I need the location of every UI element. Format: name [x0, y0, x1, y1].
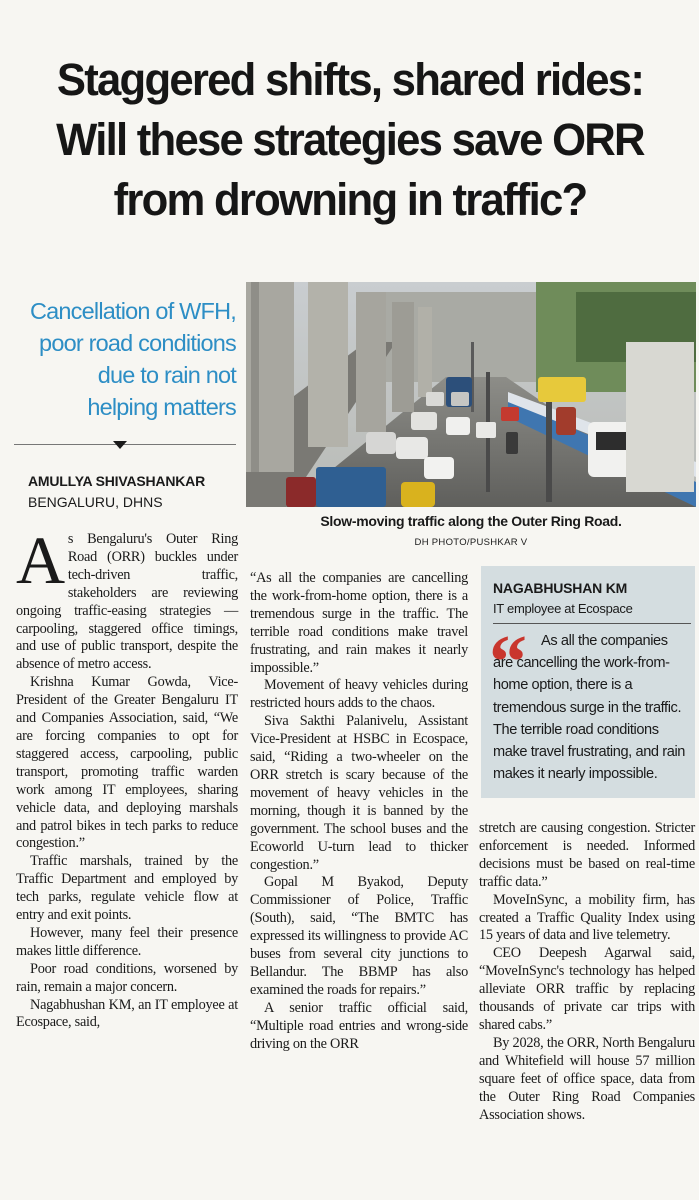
article-column-2	[250, 570, 468, 1053]
headline-line-2: Will these strategies save ORR	[56, 114, 644, 165]
article-paragraph: As Bengaluru's Outer Ring Road (ORR) buckles under tech-driven traffic, stakeholders are reviewing ongoing traffic-easing strategies — carpooling, staggered office timings, and use of public transport, despite the absence of metro access.	[16, 522, 238, 673]
article-paragraph: Nagabhushan KM, an IT employee at Ecospace, said,	[16, 996, 238, 1031]
drop-cap: A	[16, 522, 65, 598]
headline	[18, 50, 681, 230]
article-paragraph: “As all the companies are cancelling the work-from-home option, there is a tremendous surge in the traffic. The terrible road conditions make travel frustrating, and rain makes it nearly impossible.”	[250, 570, 468, 676]
article-paragraph: Gopal M Byakod, Deputy Commissioner of Police, Traffic (South), said, “The BMTC has expressed its willingness to provide AC buses from several city junctions to Bellandur. The BBMP has also examined the roads for repairs.”	[250, 874, 468, 998]
quote-speaker-name: NAGABHUSHAN KM	[493, 580, 628, 596]
article-paragraph: MoveInSync, a mobility firm, has created a Traffic Quality Index using 15 years of data and live telemetry.	[479, 891, 695, 944]
article-column-1	[16, 522, 238, 1032]
photo-credit: DH PHOTO/PUSHKAR V	[414, 537, 528, 548]
photo-caption: Slow-moving traffic along the Outer Ring Road.	[320, 513, 622, 529]
kicker-line-4: helping matters	[87, 394, 236, 420]
byline-place: BENGALURU, DHNS	[28, 494, 163, 510]
pull-quote-box	[481, 566, 695, 798]
kicker-line-1: Cancellation of WFH,	[29, 298, 236, 324]
article-column-3	[479, 820, 695, 1124]
article-paragraph: However, many feel their presence makes little difference.	[16, 924, 238, 959]
article-paragraph: Siva Sakthi Palanivelu, Assistant Vice-President at HSBC in Ecospace, said, “Riding a two-wheeler on the ORR stretch is scary because of the movement of heavy vehicles in the morning, though it is banned by the government. The school buses and the Ecoworld U-turn lead to thicker congestion.”	[250, 713, 468, 873]
article-paragraph: Traffic marshals, trained by the Traffic Department and employed by tech parks, regulate vehicle flow at entry and exit points.	[16, 853, 238, 924]
article-paragraph: CEO Deepesh Agarwal said, “MoveInSync's technology has helped alleviate ORR traffic by replacing thousands of private car trips with shared cabs.”	[479, 945, 695, 1033]
traffic-photo	[246, 282, 696, 507]
pull-quote-text: As all the companies are cancelling the work-from-home option, there is a tremendous surge in the traffic. The terrible road conditions make travel frustrating, and rain makes it nearly impossible.	[493, 633, 686, 783]
article-paragraph: By 2028, the ORR, North Bengaluru and Whitefield will house 57 million square feet of office space, data from the Outer Ring Road Companies Association shows.	[479, 1034, 695, 1123]
quote-mark-icon: “	[489, 620, 527, 704]
down-arrow-icon	[113, 441, 127, 449]
quote-speaker-role: IT employee at Ecospace	[493, 601, 633, 616]
kicker-line-3: due to rain not	[97, 362, 236, 388]
article-paragraph: Krishna Kumar Gowda, Vice-President of the Greater Bengaluru IT and Companies Association, said, “We are forcing companies to opt for staggered access, carpooling, public transport, promoting traffic warden work among IT employees, sharing vehicle data, and deploying marshals and patrol bikes in tech parks to reduce congestion.”	[16, 674, 238, 852]
article-paragraph: Movement of heavy vehicles during restricted hours adds to the chaos.	[250, 677, 468, 712]
kicker	[14, 295, 236, 423]
article-paragraph: stretch are causing congestion. Stricter enforcement is needed. Informed decisions must be based on real-time traffic data.”	[479, 820, 695, 890]
headline-line-1: Staggered shifts, shared rides:	[56, 54, 644, 105]
byline-author: AMULLYA SHIVASHANKAR	[28, 473, 205, 489]
headline-line-3: from drowning in traffic?	[113, 174, 587, 225]
kicker-line-2: poor road conditions	[39, 330, 236, 356]
article-paragraph: Poor road conditions, worsened by rain, remain a major concern.	[16, 960, 238, 995]
article-paragraph: A senior traffic official said, “Multiple road entries and wrong-side driving on the ORR	[250, 999, 468, 1052]
